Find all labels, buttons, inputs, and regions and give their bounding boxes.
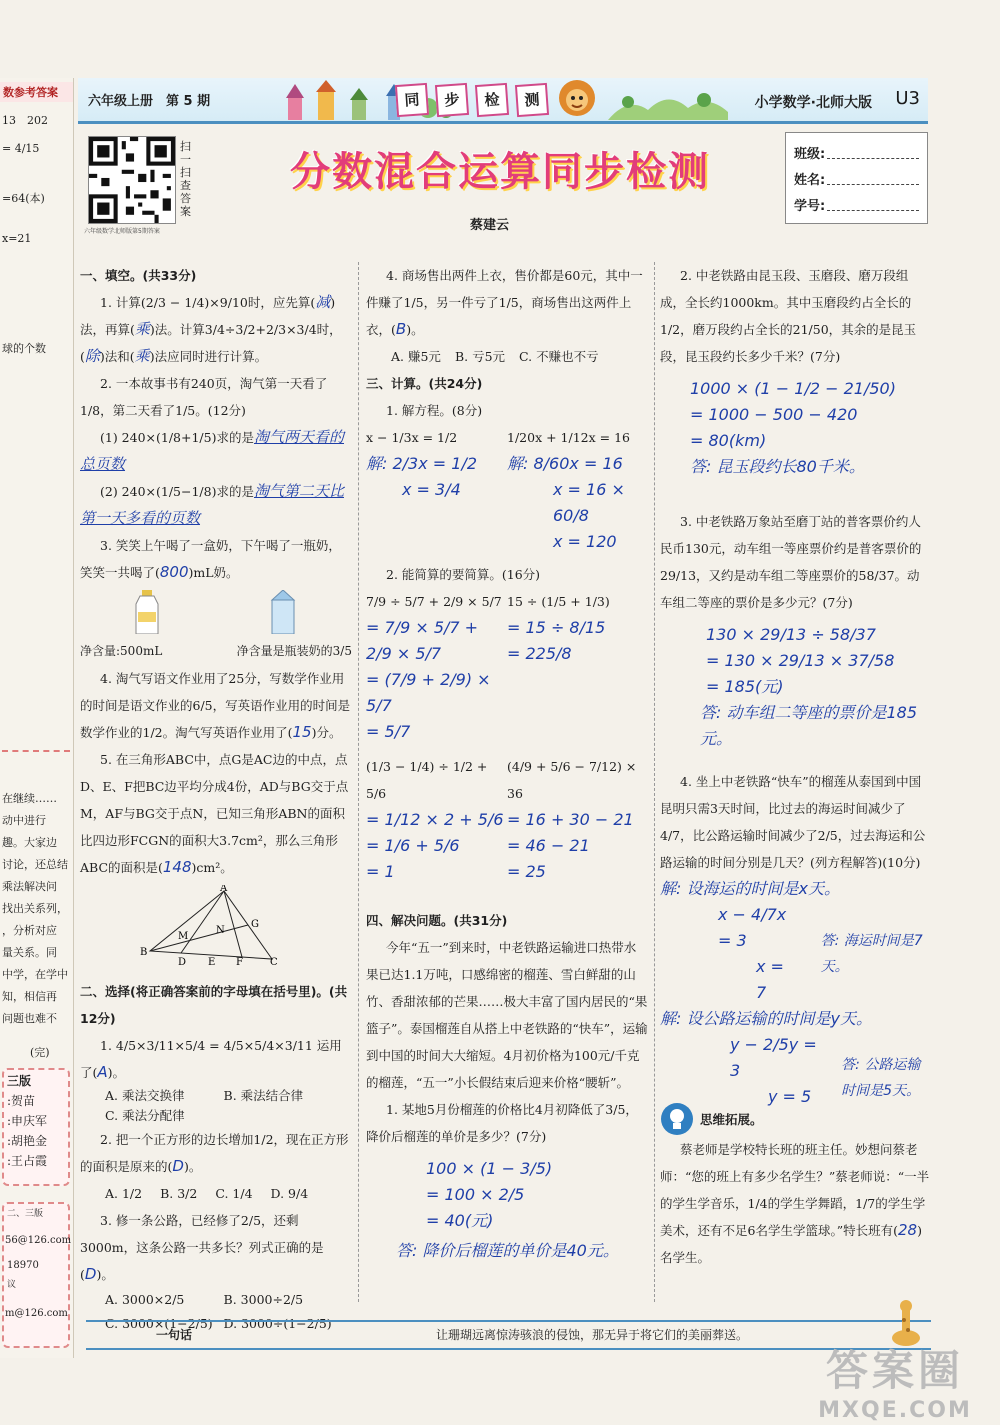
milk-caption-carton: 净含量是瓶装奶的3/5 bbox=[236, 644, 352, 658]
c3-text: 3. 修一条公路，已经修了2/5，还剩3000m，这条公路一共多长？列式正确的是( bbox=[80, 1213, 324, 1282]
watermark-line: 答案圈 bbox=[825, 1346, 964, 1395]
problem-2: 2. 中老铁路由昆玉段、玉磨段、磨万段组成，全长约1000km。其中玉磨段约占全长的1/2，磨万段约占全长的21/50，其余的是昆玉段，昆玉段约长多少千米？(7分) bbox=[660, 268, 917, 364]
vertex-label: B bbox=[140, 947, 148, 958]
author: 蔡建云 bbox=[470, 218, 510, 233]
option: A. 3000×2/5 bbox=[105, 1292, 185, 1307]
strip-text: ，分析对应 bbox=[2, 924, 57, 937]
q2-2-text: (2) 240×(1/5−1/8)求的是 bbox=[100, 484, 254, 499]
lion-mascot-icon bbox=[554, 78, 600, 122]
vertex-label: A bbox=[220, 885, 228, 894]
contact-box bbox=[2, 1202, 70, 1348]
strip-text: 找出关系列， bbox=[2, 902, 68, 915]
editor-title: 三版 bbox=[7, 1074, 32, 1088]
q5-answer: 148 bbox=[162, 858, 192, 876]
expression-1-work: = (7/9 + 2/9) × 5/7 bbox=[366, 670, 491, 715]
expression-1-work: = 7/9 × 5/7 + 2/9 × 5/7 bbox=[366, 618, 479, 663]
expression-3 bbox=[366, 753, 507, 885]
lightbulb-icon bbox=[660, 1102, 694, 1136]
problem-4-work: y − 2/5y = 3 bbox=[730, 1035, 817, 1080]
q1-text: 1. 计算(2/3 − 1/4)×9/10时，应先算( bbox=[100, 295, 316, 310]
expression-2-work: = 15 ÷ 8/15 bbox=[507, 618, 606, 637]
q1-answer: 减 bbox=[315, 293, 331, 311]
question-3 bbox=[80, 532, 352, 586]
subject-edition: 小学数学·北师大版 bbox=[754, 95, 872, 111]
c2-answer: D bbox=[172, 1157, 184, 1175]
vertex-label: N bbox=[216, 925, 225, 936]
q2-1-text: (1) 240×(1/8+1/5)求的是 bbox=[100, 430, 254, 445]
q1-text: )法。计算3/4÷3/2+2/3×3/4时， bbox=[149, 322, 342, 337]
q1-answer: 乘 bbox=[134, 320, 150, 338]
vertex-label: F bbox=[236, 957, 243, 965]
problem-intro: 今年“五一”到来时，中老铁路运输进口热带水果已达1.1万吨，口感绵密的榴莲、雪白鲜甜的山竹、香甜浓郁的芒果……极大丰富了国内居民的“果篮子”。泰国榴莲自从搭上中老铁路的“快车”，运输到中国的时间大大缩短。4月初价格为100元/千克的榴莲，“五一”小长假结束后迎来价格“腰斩”。 bbox=[366, 940, 648, 1090]
milk-carton-icon bbox=[268, 590, 298, 634]
c3-text: )。 bbox=[96, 1267, 114, 1282]
column-2 bbox=[366, 262, 648, 1264]
landscape-decoration-icon bbox=[608, 86, 728, 120]
section-problems: 四、解决问题。(共31分) bbox=[366, 913, 508, 928]
editor-line: :王占霞 bbox=[7, 1154, 48, 1168]
option: B. 3000÷2/5 bbox=[223, 1292, 304, 1307]
class-field[interactable] bbox=[827, 145, 919, 159]
think-question bbox=[660, 1136, 930, 1271]
option: C. 3000×(1−2/5) bbox=[105, 1316, 213, 1331]
choice-1-options bbox=[80, 1086, 352, 1126]
strip-text: 量关系。同 bbox=[2, 946, 57, 959]
problem-2-work: = 80(km) bbox=[690, 431, 767, 450]
problem-4-row bbox=[660, 1032, 930, 1110]
vertex-label: M bbox=[178, 931, 189, 942]
vertex-label: G bbox=[251, 919, 259, 930]
qr-scan-hint: 扫一扫查答案 bbox=[180, 140, 191, 218]
problem-3: 3. 中老铁路万象站至磨丁站的普客票价约人民币130元，动车组一等座票价约是普客票价的29/13，又约是动车组二等座票价的58/37。动车组二等座的票价是多少元？(7分) bbox=[660, 514, 922, 610]
strip-text: (完) bbox=[30, 1046, 50, 1059]
option: C. 乘法分配律 bbox=[105, 1108, 185, 1123]
think-text: )名学生。 bbox=[660, 1223, 922, 1265]
equation-2-work: x = 120 bbox=[553, 532, 617, 551]
expression-3-work: = 1 bbox=[366, 862, 395, 881]
q1-text: 法，再算( bbox=[80, 322, 135, 337]
q2-1-answer: 淘气两天看的总页数 bbox=[80, 428, 344, 473]
equation-1 bbox=[366, 424, 507, 555]
contact-line: 56@126.com bbox=[5, 1235, 72, 1246]
equations-title: 1. 解方程。(8分) bbox=[386, 403, 483, 418]
question-5 bbox=[80, 746, 352, 881]
strip-text: 趣。大家边 bbox=[2, 836, 57, 849]
option: C. 1/4 bbox=[215, 1186, 253, 1201]
think-text: 蔡老师是学校特长班的班主任。妙想问蔡老师：“您的班上有多少名学生？”蔡老师说：“一半的学生学音乐，1/4的学生学舞蹈，1/7的学生学美术，还有不足6名学生学篮球。”特长班有( bbox=[660, 1142, 930, 1238]
header-tab: 步 bbox=[435, 83, 469, 117]
section-calculation: 三、计算。(共24分) bbox=[366, 376, 483, 391]
watermark-line: MXQE.COM bbox=[818, 1398, 972, 1423]
problem-3-work: = 185(元) bbox=[706, 677, 784, 696]
q1-answer: 除 bbox=[84, 347, 100, 365]
problem-3-work: = 130 × 29/13 × 37/58 bbox=[706, 651, 895, 670]
strip-text: 讨论，还总结 bbox=[2, 858, 68, 871]
contact-line: 议 bbox=[7, 1280, 17, 1290]
editor-box bbox=[2, 1068, 70, 1186]
q5-text: 5. 在三角形ABC中，点G是AC边的中点，点D、E、F把BC边平均分成4份，AD与BG交于点M，AF与BG交于点N，已知三角形ABN的面积比四边形FCGN的面积大3.7cm²，那么三角形ABC的面积是( bbox=[80, 752, 349, 875]
name-label: 姓名: bbox=[794, 172, 826, 188]
problem-4-steps bbox=[660, 902, 795, 1006]
editor-line: :胡艳金 bbox=[7, 1134, 48, 1148]
option: B. 亏5元 bbox=[454, 349, 506, 364]
q1-answer: 乘 bbox=[134, 347, 150, 365]
strip-text: =64(本) bbox=[2, 192, 45, 205]
page-title: 分数混合运算同步检测 bbox=[290, 149, 710, 195]
quote-text: 让珊瑚远离惊涛骇浪的侵蚀，那无异于将它们的美丽葬送。 bbox=[436, 1328, 749, 1342]
watermark bbox=[800, 1338, 990, 1423]
think-title: 思维拓展。 bbox=[700, 1111, 763, 1127]
problem-4-steps bbox=[660, 1032, 819, 1110]
editor-line: :申庆军 bbox=[7, 1114, 48, 1128]
option: A. 1/2 bbox=[105, 1186, 143, 1201]
expression-4-text: (4/9 + 5/6 − 7/12) × 36 bbox=[507, 759, 637, 801]
expression-1 bbox=[366, 588, 507, 745]
equation-2-work: x = 16 × 60/8 bbox=[553, 480, 625, 525]
dashed-divider bbox=[2, 750, 70, 752]
q3-text: )mL奶。 bbox=[188, 565, 239, 580]
question-2: 2. 一本故事书有240页，淘气第一天看了1/8，第二天看了1/5。(12分) bbox=[80, 376, 328, 418]
name-field[interactable] bbox=[827, 171, 919, 185]
equation-2-work: 解: 8/60x = 16 bbox=[507, 454, 623, 473]
contact-line: 18970 bbox=[7, 1260, 39, 1271]
section-fill-blank: 一、填空。(共33分) bbox=[80, 268, 197, 283]
strip-text: 问题也难不 bbox=[2, 1012, 57, 1025]
problem-1-work: = 40(元) bbox=[426, 1211, 494, 1230]
equation-1-text: x − 1/3x = 1/2 bbox=[366, 430, 458, 445]
problem-4-work: x − 4/7x = 3 bbox=[718, 905, 787, 950]
question-2-1 bbox=[80, 424, 352, 478]
q1-text: )法应同时进行计算。 bbox=[149, 349, 268, 364]
problem-4-work: y = 5 bbox=[768, 1087, 812, 1106]
class-label: 班级: bbox=[794, 146, 826, 162]
c3-answer: D bbox=[84, 1265, 97, 1283]
problem-3-work: 130 × 29/13 ÷ 58/37 bbox=[706, 625, 876, 644]
problem-2-answer: 答: 昆玉段约长80千米。 bbox=[690, 457, 865, 476]
column-divider bbox=[654, 262, 655, 1302]
option: D. 9/4 bbox=[270, 1186, 309, 1201]
strip-text: 动中进行 bbox=[2, 814, 46, 827]
q3-answer: 800 bbox=[159, 563, 189, 581]
option: B. 乘法结合律 bbox=[223, 1088, 304, 1103]
qr-code-icon[interactable] bbox=[88, 136, 176, 224]
problem-4-work: x = 7 bbox=[756, 957, 784, 1002]
expression-1-text: 7/9 ÷ 5/7 + 2/9 × 5/7 bbox=[366, 594, 502, 609]
question-4 bbox=[80, 665, 352, 746]
q5-text: )cm²。 bbox=[191, 860, 233, 875]
simplify-row-2 bbox=[366, 753, 648, 885]
choice-3 bbox=[80, 1207, 352, 1288]
question-2-2 bbox=[80, 478, 352, 532]
q1-text: )法和( bbox=[99, 349, 135, 364]
simplify-title: 2. 能简算的要简算。(16分) bbox=[386, 567, 541, 582]
previous-page-strip bbox=[0, 78, 74, 1358]
vertex-label: D bbox=[178, 957, 187, 965]
q4-answer: 15 bbox=[292, 723, 312, 741]
editor-line: :贺苗 bbox=[7, 1094, 36, 1108]
problem-4-answer: 答: 公路运输时间是5天。 bbox=[841, 1057, 921, 1099]
problem-1-answer: 答: 降价后榴莲的单价是40元。 bbox=[396, 1241, 619, 1260]
expression-3-work: = 1/6 + 5/6 bbox=[366, 836, 460, 855]
option: A. 乘法交换律 bbox=[105, 1088, 185, 1103]
problem-2-work: = 1000 − 500 − 420 bbox=[690, 405, 858, 424]
problem-4-work: 解: 设公路运输的时间是y天。 bbox=[660, 1009, 872, 1028]
answer-key-title: 数参考答案 bbox=[0, 82, 74, 102]
equations-row bbox=[366, 424, 648, 555]
choice-1 bbox=[80, 1032, 352, 1086]
q4-text: )分。 bbox=[311, 725, 342, 740]
q4-answer: B bbox=[395, 320, 407, 338]
problem-1-work: 100 × (1 − 3/5) bbox=[426, 1159, 553, 1178]
problem-2-work: 1000 × (1 − 1/2 − 21/50) bbox=[690, 379, 896, 398]
strip-text: 乘法解决问 bbox=[2, 880, 57, 893]
milk-captions bbox=[80, 638, 352, 665]
grade-issue: 六年级上册 第 5 期 bbox=[88, 94, 211, 109]
student-info-box bbox=[785, 132, 928, 224]
equation-1-work: 解: 2/3x = 1/2 bbox=[366, 454, 478, 473]
think-answer: 28 bbox=[897, 1221, 918, 1239]
castle-illustration-icon bbox=[278, 80, 458, 120]
expression-4-work: = 25 bbox=[507, 862, 546, 881]
strip-text: 在继续…… bbox=[2, 792, 57, 805]
problem-1: 1. 某地5月份榴莲的价格比4月初降低了3/5，降价后榴莲的单价是多少？(7分) bbox=[366, 1102, 638, 1144]
strip-text: 13 202 bbox=[2, 114, 48, 127]
section-choice: 二、选择(将正确答案前的字母填在括号里)。(共12分) bbox=[80, 984, 348, 1026]
milk-caption-bottle: 净含量:500mL bbox=[80, 644, 163, 658]
strip-text: 球的个数 bbox=[2, 342, 46, 355]
vertex-label: E bbox=[208, 957, 216, 965]
c2-text: 2. 把一个正方形的边长增加1/2，现在正方形的面积是原来的( bbox=[80, 1132, 349, 1174]
expression-3-text: (1/3 − 1/4) ÷ 1/2 + 5/6 bbox=[366, 759, 488, 801]
option: C. 不赚也不亏 bbox=[519, 349, 599, 364]
triangle-diagram bbox=[140, 885, 280, 965]
problem-4: 4. 坐上中老铁路“快车”的榴莲从泰国到中国昆明只需3天时间，比过去的海运时间减少了4/7，比公路运输时间减少了2/5，过去海运和公路运输的时间分别是几天？(列方程解答)(10分) bbox=[660, 774, 926, 870]
problem-4-answer: 答: 海运时间是7天。 bbox=[820, 933, 923, 975]
milk-bottle-icon bbox=[134, 590, 160, 634]
column-1 bbox=[80, 262, 352, 1336]
quote-label: 一句话 bbox=[156, 1328, 193, 1342]
vertex-label: C bbox=[270, 957, 278, 965]
column-divider bbox=[358, 262, 359, 1302]
option: B. 3/2 bbox=[160, 1186, 198, 1201]
q2-2-answer: 淘气第二天比第一天多看的页数 bbox=[80, 482, 344, 527]
strip-text: x=21 bbox=[2, 232, 32, 245]
header-tab: 同 bbox=[395, 83, 429, 117]
q3-text: 3. 笑笑上午喝了一盒奶，下午喝了一瓶奶，笑笑一共喝了( bbox=[80, 538, 341, 580]
number-label: 学号: bbox=[794, 198, 826, 214]
problem-1-work: = 100 × 2/5 bbox=[426, 1185, 525, 1204]
expression-2-text: 15 ÷ (1/5 + 1/3) bbox=[507, 594, 610, 609]
c2-text: )。 bbox=[183, 1159, 202, 1174]
equation-2-text: 1/20x + 1/12x = 16 bbox=[507, 430, 630, 445]
q4-options bbox=[366, 343, 648, 370]
milk-images bbox=[80, 586, 352, 638]
expression-4-work: = 16 + 30 − 21 bbox=[507, 810, 634, 829]
strip-text: 中学，在学中 bbox=[2, 968, 68, 981]
expression-4-work: = 46 − 21 bbox=[507, 836, 590, 855]
question-4-clothes bbox=[366, 262, 648, 343]
number-field[interactable] bbox=[827, 197, 919, 211]
choice-2 bbox=[80, 1126, 352, 1180]
expression-4 bbox=[507, 753, 648, 885]
expression-2-work: = 225/8 bbox=[507, 644, 572, 663]
header-tab: 测 bbox=[515, 83, 549, 117]
c1-text: 1. 4/5×3/11×5/4 = 4/5×5/4×3/11 运用了( bbox=[80, 1038, 342, 1080]
equation-2 bbox=[507, 424, 648, 555]
strip-text: 知，相信再 bbox=[2, 990, 57, 1003]
problem-3-answer: 答: 动车组二等座的票价是185元。 bbox=[700, 703, 918, 748]
c1-answer: A bbox=[97, 1063, 108, 1081]
strip-text: = 4/15 bbox=[2, 142, 40, 155]
equation-1-work: x = 3/4 bbox=[402, 480, 461, 499]
q4-text: 4. 淘气写语文作业用了25分，写数学作业用的时间是语文作业的6/5，写英语作业用的时间是数学作业的1/2。淘气写英语作业用了( bbox=[80, 671, 351, 740]
page-header bbox=[78, 78, 928, 124]
expression-3-work: = 1/12 × 2 + 5/6 bbox=[366, 810, 504, 829]
column-3 bbox=[660, 262, 930, 1271]
q4-text: 4. 商场售出两件上衣，售价都是60元，其中一件赚了1/5，另一件亏了1/5，商场售出这两件上衣，( bbox=[366, 268, 643, 337]
contact-line: m@126.com bbox=[5, 1308, 68, 1319]
choice-2-options bbox=[80, 1180, 352, 1207]
q4-text: )。 bbox=[406, 322, 424, 337]
problem-4-work: 解: 设海运的时间是x天。 bbox=[660, 879, 840, 898]
expression-1-work: = 5/7 bbox=[366, 722, 411, 741]
c1-text: )。 bbox=[107, 1065, 126, 1080]
qr-caption: 六年级数学北师版第5期答案 bbox=[84, 228, 160, 235]
page-code: U3 bbox=[895, 88, 920, 109]
option: D. 3000÷(1−2/5) bbox=[223, 1316, 332, 1331]
contact-line: 二、三版 bbox=[7, 1209, 44, 1219]
question-1: 1. 计算(2/3 − 1/4)×9/10时，应先算(减) 法，再算(乘)法。计算3/4÷3/2+2/3×3/4时， (除)法和(乘)法应同时进行计算。 bbox=[80, 293, 342, 365]
header-tab: 检 bbox=[475, 83, 509, 117]
option: A. 赚5元 bbox=[391, 349, 441, 364]
problem-4-row bbox=[660, 902, 930, 1006]
simplify-row-1 bbox=[366, 588, 648, 745]
expression-2 bbox=[507, 588, 648, 745]
